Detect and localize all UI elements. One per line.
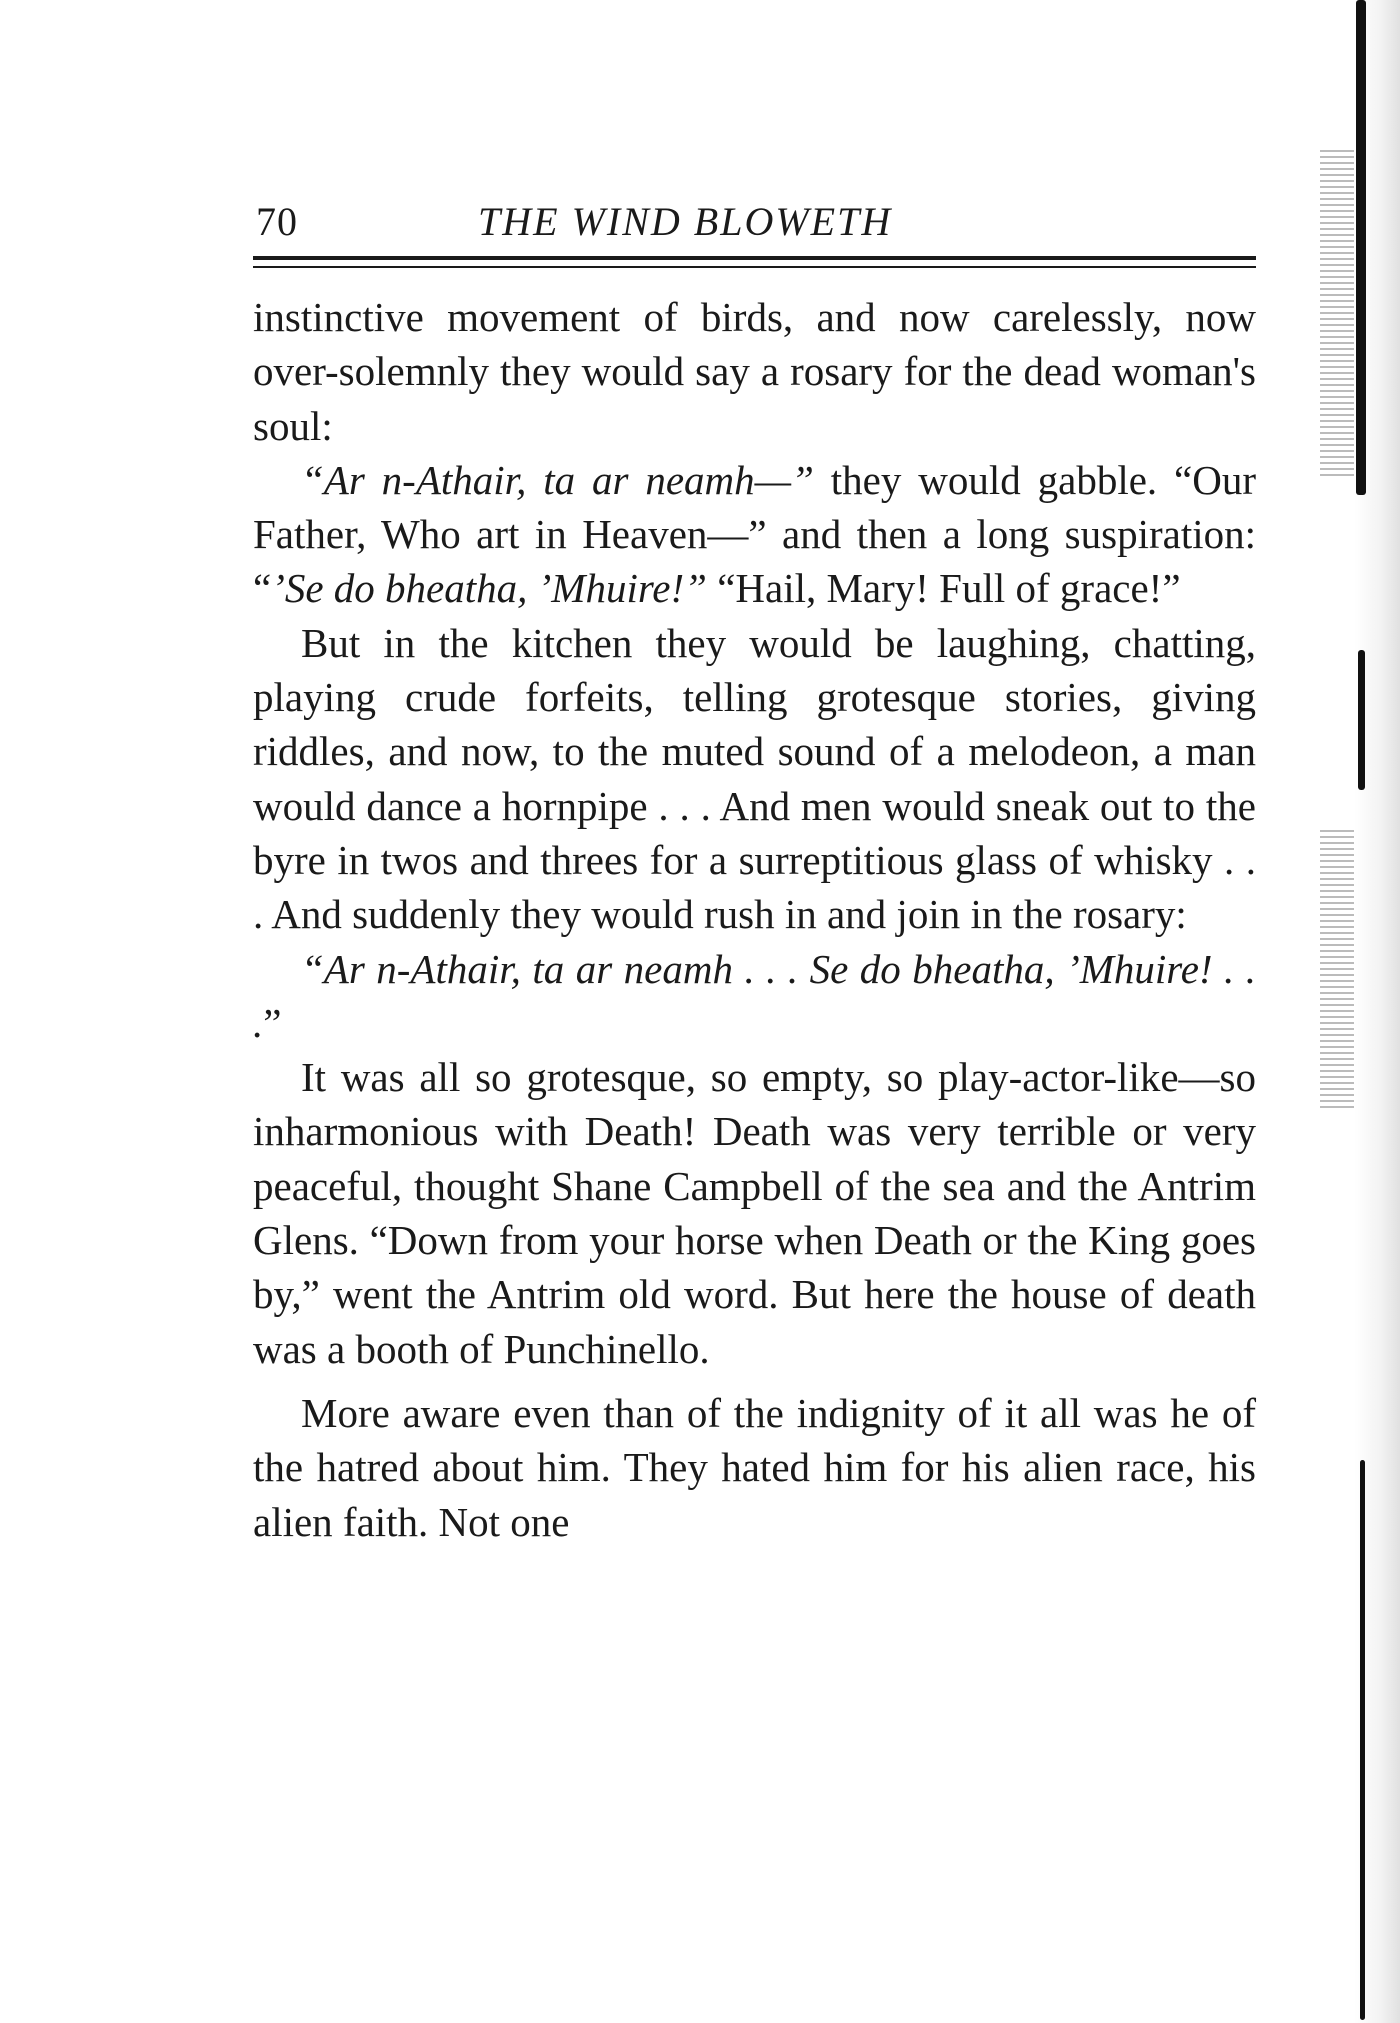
paragraph-2	[253, 453, 1256, 616]
running-header	[256, 198, 1256, 258]
irish-prayer-quote: “Ar n-Athair, ta ar neamh—”	[301, 456, 814, 503]
paragraph-2-text-b: “Hail, Mary! Full of grace!”	[706, 565, 1181, 612]
irish-rosary-quote: “Ar n-Athair, ta ar neamh . . . Se do bheatha, ’Mhuire! . . .	[253, 945, 1256, 1046]
paragraph-4-close-quote: ”	[263, 999, 282, 1046]
page-edge-speckle	[1320, 150, 1354, 480]
paragraph-5: It was all so grotesque, so empty, so play-actor-like—so inharmonious with Death! Death was very terrible or very peaceful, thought Shane Campbell of the sea and the Antrim Glens. “Down from your horse when Death or the King goes by,” went the Antrim old word. But here the house of death was a booth of Punchinello.	[253, 1054, 1256, 1372]
paragraph-4	[253, 942, 1256, 1051]
running-title: THE WIND BLOWETH	[478, 199, 893, 244]
body-text	[253, 290, 1256, 1549]
page-number: 70	[256, 199, 298, 244]
paragraph-6: More aware even than of the indignity of it all was he of the hatred about him. They hated him for his alien race, his alien faith. Not one	[253, 1389, 1256, 1545]
header-rule-thick	[253, 256, 1256, 260]
page-edge-binding-mark	[1360, 1460, 1365, 2020]
page-edge-binding-mark	[1358, 650, 1365, 790]
page-edge-speckle	[1320, 830, 1354, 1110]
irish-hail-mary-quote: ’Se do bheatha, ’Mhuire!”	[271, 565, 707, 612]
page-edge-binding-mark	[1356, 0, 1366, 495]
paragraph-1: instinctive movement of birds, and now carelessly, now over-solemnly they would say a rosary for the dead woman's soul:	[253, 294, 1256, 449]
paragraph-3: But in the kitchen they would be laughing, chatting, playing crude forfeits, telling grotesque stories, giving riddles, and now, to the muted sound of a melodeon, a man would dance a hornpipe . . . And men would sneak out to the byre in twos and threes for a surreptitious glass of whisky . . . And suddenly they would rush in and join in the rosary:	[253, 619, 1256, 938]
header-rule-thin	[253, 266, 1256, 268]
paragraph-2-text-a: they would gabble. “Our Father, Who art in Heaven—” and then a long suspiration: “	[253, 456, 1256, 612]
